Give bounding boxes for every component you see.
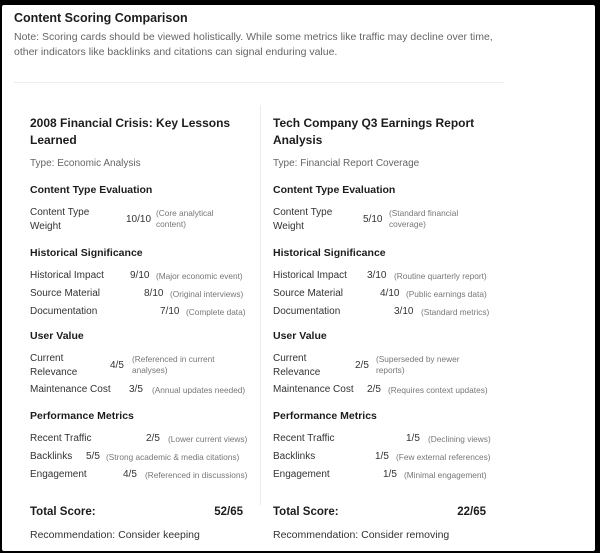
metric-label: Maintenance Cost: [30, 384, 111, 395]
card-sections: [273, 184, 499, 524]
metric-score: 2/5: [367, 384, 381, 395]
metric-label: Source Material: [273, 288, 344, 299]
metric-historical-impact: [273, 269, 499, 283]
metric-label: Historical Impact: [30, 270, 104, 281]
page-header: [14, 11, 584, 60]
metric-note: [389, 208, 458, 230]
metric-engagement: [30, 468, 256, 482]
metric-note-line: content): [156, 219, 186, 229]
metric-note: (Minimal engagement): [404, 470, 487, 480]
metric-score: 4/10: [380, 288, 400, 299]
card-title-line: Analysis: [273, 133, 323, 147]
metric-note-line: (Referenced in current: [132, 354, 215, 364]
card-type: Type: Economic Analysis: [30, 158, 141, 169]
metric-label: Backlinks: [30, 451, 73, 462]
metric-note: (Routine quarterly report): [394, 271, 487, 281]
metric-score: 4/5: [110, 360, 124, 371]
recommendation: Recommendation: Consider keeping: [30, 529, 200, 541]
score-card-tech-earnings: [273, 115, 499, 541]
metric-note-line: (Standard financial: [389, 208, 459, 218]
metric-label-line: Content Type: [273, 207, 333, 218]
metric-label-line: Relevance: [30, 367, 78, 378]
section-title-user-value: User Value: [30, 330, 84, 342]
metric-score: 3/10: [394, 306, 414, 317]
metric-label-line: Current: [273, 353, 307, 364]
metric-content-type-weight: [30, 206, 256, 234]
scoring-page: [2, 5, 595, 551]
metric-score: 5/5: [86, 451, 100, 462]
metric-label: Maintenance Cost: [273, 384, 354, 395]
metric-score: 1/5: [383, 469, 397, 480]
metric-score: 1/5: [375, 451, 389, 462]
page-note-line: other indicators like backlinks and citations can signal enduring value.: [14, 46, 338, 58]
metric-label-line: Weight: [273, 221, 304, 232]
section-title-content-type: Content Type Evaluation: [30, 184, 153, 196]
recommendation: Recommendation: Consider removing: [273, 529, 450, 541]
metric-label: Engagement: [30, 469, 87, 480]
metric-note-line: coverage): [389, 219, 426, 229]
total-score-row: [30, 506, 243, 518]
metric-label: [30, 206, 89, 234]
metric-score: 2/5: [146, 433, 160, 444]
metric-note: (Annual updates needed): [152, 385, 246, 395]
metric-note-line: analyses): [132, 365, 168, 375]
metric-content-type-weight: [273, 206, 499, 234]
metric-label: Documentation: [30, 306, 98, 317]
metric-note: (Original interviews): [170, 289, 244, 299]
metric-note: (Major economic event): [156, 271, 243, 281]
total-score-label: Total Score:: [30, 506, 96, 518]
card-title-line: Tech Company Q3 Earnings Report: [273, 116, 475, 130]
metric-engagement: [273, 468, 499, 482]
metric-current-relevance: [30, 352, 256, 380]
metric-label: Recent Traffic: [273, 433, 335, 444]
metric-label: [30, 352, 77, 380]
metric-documentation: [30, 305, 256, 319]
metric-score: 2/5: [355, 360, 369, 371]
metric-label: [273, 206, 332, 234]
card-title-line: 2008 Financial Crisis: Key Lessons: [30, 116, 231, 130]
metric-documentation: [273, 305, 499, 319]
metric-recent-traffic: [273, 432, 499, 446]
metric-note: (Requires context updates): [388, 385, 488, 395]
metric-backlinks: [273, 450, 499, 464]
section-title-historical: Historical Significance: [30, 247, 143, 259]
total-score-value: 22/65: [457, 506, 486, 518]
card-title-line: Learned: [30, 133, 77, 147]
card-title: [273, 115, 499, 151]
metric-maintenance-cost: [30, 383, 256, 397]
metric-maintenance-cost: [273, 383, 499, 397]
section-title-performance: Performance Metrics: [30, 410, 134, 422]
card-title: [30, 115, 256, 151]
metric-score: 4/5: [123, 469, 137, 480]
total-score-label: Total Score:: [273, 506, 339, 518]
total-score-row: [273, 506, 486, 518]
metric-score: 10/10: [126, 214, 152, 225]
page-note-line: Note: Scoring cards should be viewed holistically. While some metrics like traffic may decline over time,: [14, 31, 493, 43]
metric-note: [156, 208, 214, 230]
card-divider: [260, 105, 261, 505]
metric-score: 1/5: [406, 433, 420, 444]
page-note: [14, 30, 584, 60]
metric-label: [273, 352, 320, 380]
metric-current-relevance: [273, 352, 499, 380]
total-score-value: 52/65: [214, 506, 243, 518]
section-title-content-type: Content Type Evaluation: [273, 184, 396, 196]
metric-note: [376, 354, 459, 376]
metric-note: (Standard metrics): [421, 307, 490, 317]
metric-note: (Public earnings data): [406, 289, 487, 299]
metric-label: Documentation: [273, 306, 341, 317]
metric-backlinks: [30, 450, 256, 464]
metric-note-line: (Superseded by newer: [376, 354, 460, 364]
metric-note-line: reports): [376, 365, 405, 375]
section-title-user-value: User Value: [273, 330, 327, 342]
metric-historical-impact: [30, 269, 256, 283]
metric-recent-traffic: [30, 432, 256, 446]
metric-note: [132, 354, 215, 376]
metric-note: (Declining views): [428, 434, 491, 444]
metric-label: Engagement: [273, 469, 330, 480]
card-sections: [30, 184, 256, 524]
metric-note: (Complete data): [186, 307, 246, 317]
section-title-historical: Historical Significance: [273, 247, 386, 259]
page-title: Content Scoring Comparison: [14, 11, 188, 25]
section-title-performance: Performance Metrics: [273, 410, 377, 422]
score-card-financial-crisis: [30, 115, 256, 541]
metric-label-line: Relevance: [273, 367, 321, 378]
metric-source-material: [273, 287, 499, 301]
metric-label-line: Weight: [30, 221, 61, 232]
metric-score: 9/10: [130, 270, 150, 281]
metric-label-line: Current: [30, 353, 64, 364]
header-divider: [14, 82, 504, 83]
metric-source-material: [30, 287, 256, 301]
metric-score: 3/5: [129, 384, 143, 395]
metric-score: 8/10: [144, 288, 164, 299]
metric-score: 7/10: [160, 306, 180, 317]
metric-label: Historical Impact: [273, 270, 347, 281]
metric-score: 5/10: [363, 214, 383, 225]
metric-note: (Strong academic & media citations): [106, 452, 240, 462]
metric-label-line: Content Type: [30, 207, 90, 218]
metric-note-line: (Core analytical: [156, 208, 214, 218]
metric-label: Recent Traffic: [30, 433, 92, 444]
metric-note: (Referenced in discussions): [145, 470, 248, 480]
metric-score: 3/10: [367, 270, 387, 281]
card-type: Type: Financial Report Coverage: [273, 158, 420, 169]
metric-note: (Lower current views): [168, 434, 248, 444]
metric-label: Backlinks: [273, 451, 316, 462]
metric-note: (Few external references): [396, 452, 491, 462]
metric-label: Source Material: [30, 288, 101, 299]
